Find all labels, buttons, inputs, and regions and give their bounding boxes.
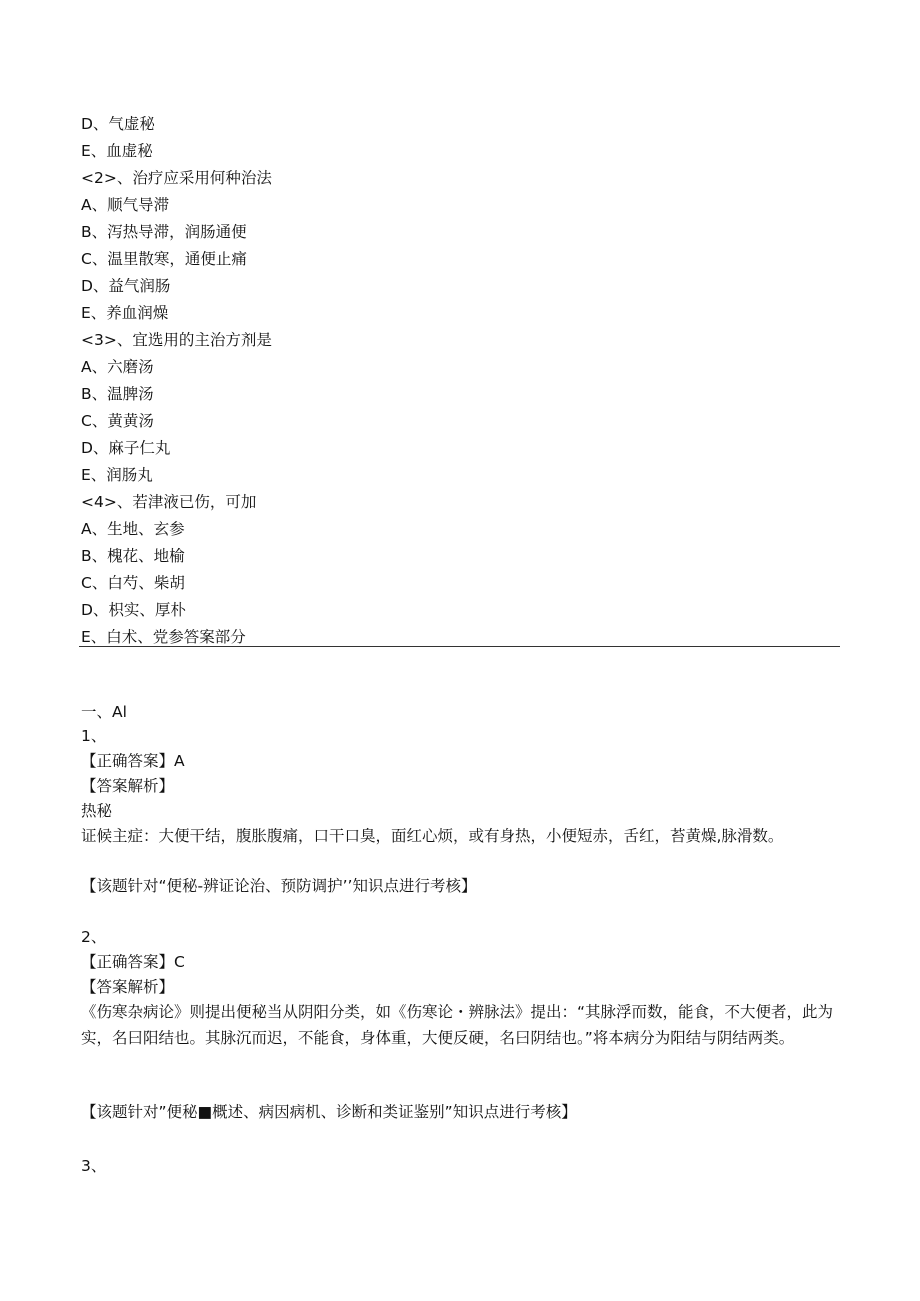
question-4-option-d: D、枳实、厚朴	[81, 601, 186, 619]
question-2-option-e: E、养血润燥	[81, 304, 169, 322]
question-3-stem: <3>、宜选用的主治方剂是	[81, 331, 272, 349]
question-4-option-c: C、白芍、柴胡	[81, 574, 185, 592]
answer-1-tag: 【该题针对“便秘-辨证论治、预防调护’’知识点进行考核】	[81, 877, 477, 895]
answer-3-number: 3、	[81, 1157, 107, 1175]
option-d-top: D、气虚秘	[81, 115, 155, 133]
answer-2-number: 2、	[81, 928, 107, 946]
question-3-option-b: B、温脾汤	[81, 385, 154, 403]
answer-2-tag: 【该题针对”便秘■概述、病因病机、诊断和类证鉴别”知识点进行考核】	[81, 1103, 577, 1121]
answer-2-analysis-label: 【答案解析】	[81, 978, 175, 996]
answer-1-number: 1、	[81, 727, 107, 745]
question-2-option-c: C、温里散寒，通便止痛	[81, 250, 247, 268]
answer-1-analysis-label: 【答案解析】	[81, 777, 175, 795]
question-2-option-d: D、益气润肠	[81, 277, 171, 295]
question-2-stem: <2>、治疗应采用何种治法	[81, 169, 272, 187]
answer-2-body: 《伤寒杂病论》则提出便秘当从阴阳分类，如《伤寒论・辨脉法》提出：“其脉浮而数，能食，不大便者，此为实，名曰阳结也。其脉沉而迟，不能食，身体重，大便反硬，名曰阴结也。”将本病分为阳结与阴结两类。	[81, 1003, 834, 1047]
question-2-option-b: B、泻热导滞，润肠通便	[81, 223, 247, 241]
option-e-top: E、血虚秘	[81, 142, 153, 160]
answers-section-title: 一、Al	[81, 703, 127, 721]
question-4-option-e: E、白术、党参答案部分	[81, 628, 246, 646]
question-3-option-d: D、麻子仁丸	[81, 439, 171, 457]
question-2-option-a: A、顺气导滞	[81, 196, 170, 214]
question-4-stem: <4>、若津液已伤，可加	[81, 493, 257, 511]
answer-1-body: 证候主症：大便干结，腹胀腹痛，口干口臭，面红心烦，或有身热，小便短赤，舌红，苔黄燥,脉滑数。	[81, 827, 784, 845]
question-3-option-e: E、润肠丸	[81, 466, 153, 484]
question-3-option-a: A、六磨汤	[81, 358, 154, 376]
question-4-option-b: B、槐花、地榆	[81, 547, 185, 565]
answer-1-correct: 【正确答案】A	[81, 752, 185, 770]
section-divider	[79, 646, 840, 647]
answer-1-topic: 热秘	[81, 802, 113, 820]
question-4-option-a: A、生地、玄参	[81, 520, 185, 538]
question-3-option-c: C、黄黄汤	[81, 412, 154, 430]
answer-2-correct: 【正确答案】C	[81, 953, 185, 971]
